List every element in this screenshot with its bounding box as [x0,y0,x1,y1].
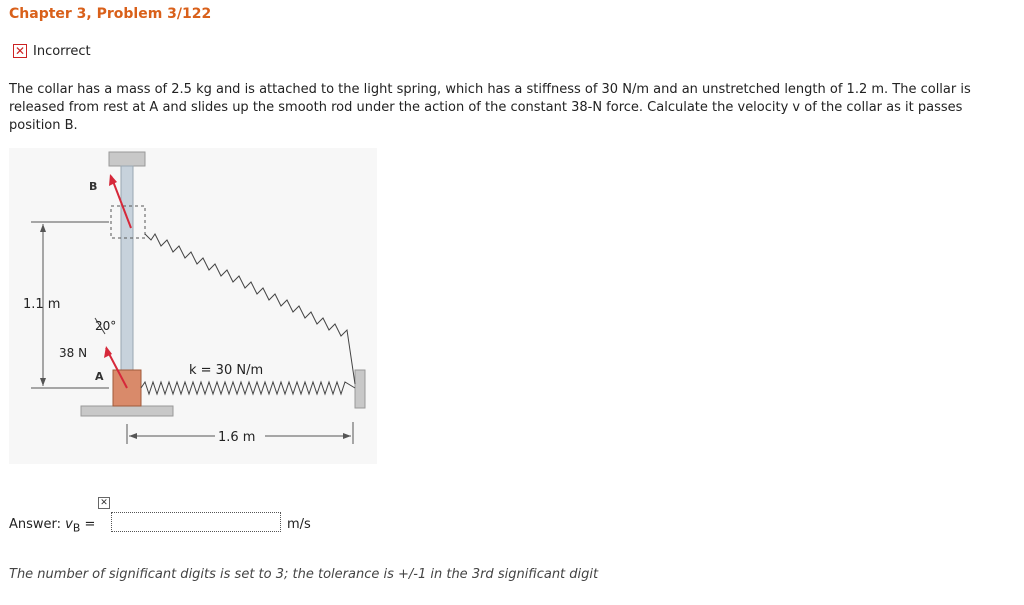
spring-to-B [145,234,355,384]
status-indicator [13,42,91,60]
answer-units: m/s [287,517,311,532]
answer-variable: v [65,517,73,532]
answer-row [9,498,409,537]
force-label: 38 N [59,346,88,360]
problem-statement: The collar has a mass of 2.5 kg and is attached to the light spring, which has a stiffness of 30 N/m and an unstretched length of 1.2 m. The collar is released from rest at A and slides up the smooth rod under the action of the constant 38-N force. Calculate the velocity v of the collar as it passes position B. [9,82,971,133]
answer-input[interactable] [111,512,281,532]
problem-title: Chapter 3, Problem 3/122 [9,6,212,22]
label-B: B [89,180,98,193]
significant-digits-note: The number of significant digits is set to 3; the tolerance is +/-1 in the 3rd significant digit [9,567,599,582]
answer-subscript: B [72,521,81,535]
width-label: 1.6 m [218,430,256,445]
label-A: A [95,370,104,383]
x-icon: ✕ [98,497,110,509]
dim-arrow-left [129,433,137,439]
dim-arrow-right [343,433,351,439]
force-arrowhead-B [109,174,117,186]
dim-arrow-up [40,224,46,232]
spring-label: k = 30 N/m [189,363,264,378]
spring-horizontal [141,382,355,394]
x-icon: ✕ [14,44,26,58]
answer-label: Answer: $v_B$ = [9,517,96,535]
dim-arrow-down [40,378,46,386]
floor-support [81,406,173,416]
status-label: Incorrect [33,43,91,59]
height-label: 1.1 m [23,297,61,312]
angle-label: 20° [95,319,117,333]
right-wall [355,370,365,408]
top-support [109,152,145,166]
problem-figure [9,148,377,464]
diagram [9,148,377,464]
